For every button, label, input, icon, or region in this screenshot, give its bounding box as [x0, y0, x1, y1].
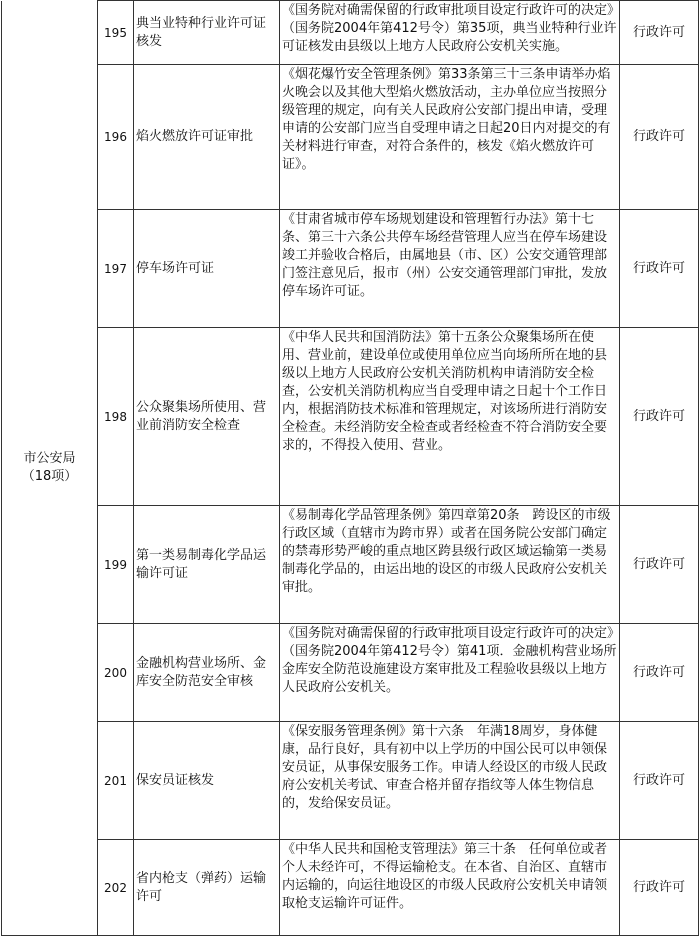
legal-basis: 《中华人民共和国枪支管理法》第三十条 任何单位或者个人未经许可，不得运输枪支。在本省、自治区、直辖市内运输的，向运往地设区的市级人民政府公安机关申请领取枪支运输许可证件。: [280, 840, 620, 936]
item-name: 第一类易制毒化学品运输许可证: [134, 506, 280, 624]
permit-type: 行政许可: [620, 722, 699, 840]
permit-type: 行政许可: [620, 1, 699, 65]
legal-basis: 《易制毒化学品管理条例》第四章第20条 跨设区的市级行政区域（直辖市为跨市界）或者在国务院公安部门确定的禁毒形势严峻的重点地区跨县级行政区域运输第一类易制毒化学品的，由运出地的设区的市级人民政府公安机关审批。: [280, 506, 620, 624]
legal-basis: 《国务院对确需保留的行政审批项目设定行政许可的决定》（国务院2004年第412号令）第41项．金融机构营业场所金库安全防范设施建设方案审批及工程验收县级以上地方人民政府公安机关。: [280, 624, 620, 722]
permit-type: 行政许可: [620, 65, 699, 210]
department-name: 市公安局: [23, 450, 76, 466]
table-row: [2, 1, 699, 65]
department-cell: [2, 1, 98, 936]
legal-basis: 《中华人民共和国消防法》第十五条公众聚集场所在使用、营业前，建设单位或使用单位应当向场所所在地的县级以上地方人民政府公安机关消防机构申请消防安全检查，公安机关消防机构应当自受理申请之日起十个工作日内，根据消防技术标准和管理规定，对该场所进行消防安全检查。未经消防安全检查或者经检查不符合消防安全要求的，不得投入使用、营业。: [280, 328, 620, 506]
admin-permit-table: [1, 0, 699, 936]
table-row: [2, 840, 699, 936]
item-name: 金融机构营业场所、金库安全防范安全审核: [134, 624, 280, 722]
item-number: 199: [98, 506, 134, 624]
legal-basis: 《烟花爆竹安全管理条例》第33条第三十三条申请举办焰火晚会以及其他大型焰火燃放活动，主办单位应当按照分级管理的规定，向有关人民政府公安部门提出申请，受理申请的公安部门应当自受理申请之日起20日内对提交的有关材料进行审查，对符合条件的，核发《焰火燃放许可证》。: [280, 65, 620, 210]
item-number: 195: [98, 1, 134, 65]
item-number: 200: [98, 624, 134, 722]
legal-basis: 《保安服务管理条例》第十六条 年满18周岁，身体健康，品行良好，具有初中以上学历的中国公民可以申领保安员证，从事保安服务工作。申请人经设区的市级人民政府公安机关考试、审查合格并留存指纹等人体生物信息的，发给保安员证。: [280, 722, 620, 840]
item-number: 198: [98, 328, 134, 506]
item-number: 197: [98, 210, 134, 328]
table-row: [2, 506, 699, 624]
legal-basis: 《甘肃省城市停车场规划建设和管理暂行办法》第十七条、第三十六条公共停车场经营管理人应当在停车场建设竣工并验收合格后，由属地县（市、区）公安交通管理部门签注意见后，报市（州）公安交通管理部门审批，发放停车场许可证。: [280, 210, 620, 328]
item-name: 焰火燃放许可证审批: [134, 65, 280, 210]
item-name: 保安员证核发: [134, 722, 280, 840]
table-row: [2, 328, 699, 506]
item-name: 省内枪支（弹药）运输许可: [134, 840, 280, 936]
table-row: [2, 210, 699, 328]
item-number: 201: [98, 722, 134, 840]
table-row: [2, 65, 699, 210]
item-number: 202: [98, 840, 134, 936]
permit-type: 行政许可: [620, 624, 699, 722]
table-row: [2, 722, 699, 840]
permit-type: 行政许可: [620, 506, 699, 624]
permit-type: 行政许可: [620, 210, 699, 328]
item-name: 停车场许可证: [134, 210, 280, 328]
item-number: 196: [98, 65, 134, 210]
permit-type: 行政许可: [620, 840, 699, 936]
item-name: 公众聚集场所使用、营业前消防安全检查: [134, 328, 280, 506]
item-name: 典当业特种行业许可证核发: [134, 1, 280, 65]
table-row: [2, 624, 699, 722]
permit-type: 行政许可: [620, 328, 699, 506]
department-count: （18项）: [21, 468, 78, 484]
legal-basis: 《国务院对确需保留的行政审批项目设定行政许可的决定》（国务院2004年第412号令）第35项，典当业特种行业许可证核发由县级以上地方人民政府公安机关实施。: [280, 1, 620, 65]
